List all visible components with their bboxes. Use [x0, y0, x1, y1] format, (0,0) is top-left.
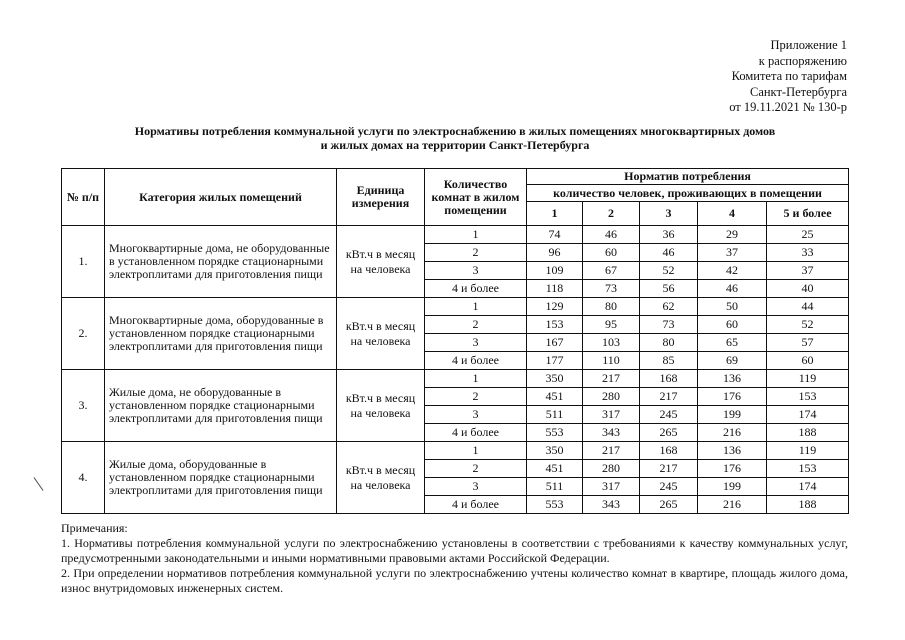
- value-cell: 343: [583, 496, 640, 514]
- value-cell: 153: [767, 460, 849, 478]
- header-people-5: 5 и более: [767, 202, 849, 226]
- row-num: 4.: [62, 442, 105, 514]
- row-unit: кВт.ч в месяц на человека: [337, 298, 425, 370]
- value-cell: 57: [767, 334, 849, 352]
- appendix-line: Санкт-Петербурга: [749, 84, 847, 99]
- value-cell: 44: [767, 298, 849, 316]
- value-cell: 118: [527, 280, 583, 298]
- value-cell: 119: [767, 370, 849, 388]
- header-people-3: 3: [640, 202, 698, 226]
- value-cell: 80: [640, 334, 698, 352]
- value-cell: 136: [698, 442, 767, 460]
- appendix-line: Комитета по тарифам: [731, 69, 847, 83]
- value-cell: 245: [640, 478, 698, 496]
- value-cell: 153: [767, 388, 849, 406]
- value-cell: 109: [527, 262, 583, 280]
- norms-table: [61, 168, 849, 514]
- value-cell: 167: [527, 334, 583, 352]
- row-category: Многоквартирные дома, не оборудованные в установленном порядке стационарными электроплитами для приготовления пищи: [105, 226, 337, 298]
- rooms-cell: 3: [425, 334, 527, 352]
- value-cell: 553: [527, 424, 583, 442]
- value-cell: 80: [583, 298, 640, 316]
- value-cell: 37: [767, 262, 849, 280]
- appendix-line: от 19.11.2021 № 130-р: [729, 100, 847, 114]
- value-cell: 69: [698, 352, 767, 370]
- value-cell: 60: [583, 244, 640, 262]
- row-category: Жилые дома, не оборудованные в установленном порядке стационарными электроплитами для приготовления пищи: [105, 370, 337, 442]
- scan-mark: [34, 477, 44, 491]
- value-cell: 343: [583, 424, 640, 442]
- value-cell: 73: [583, 280, 640, 298]
- rooms-cell: 2: [425, 388, 527, 406]
- value-cell: 37: [698, 244, 767, 262]
- rooms-cell: 4 и более: [425, 424, 527, 442]
- appendix-line: Приложение 1: [770, 38, 847, 52]
- row-category: Жилые дома, оборудованные в установленном порядке стационарными электроплитами для приготовления пищи: [105, 442, 337, 514]
- value-cell: 65: [698, 334, 767, 352]
- header-people: количество человек, проживающих в помещении: [527, 185, 849, 202]
- row-category: Многоквартирные дома, оборудованные в установленном порядке стационарными электроплитами для приготовления пищи: [105, 298, 337, 370]
- value-cell: 451: [527, 460, 583, 478]
- value-cell: 129: [527, 298, 583, 316]
- notes-heading: Примечания:: [61, 521, 128, 535]
- value-cell: 62: [640, 298, 698, 316]
- rooms-cell: 1: [425, 442, 527, 460]
- rooms-cell: 2: [425, 316, 527, 334]
- value-cell: 52: [640, 262, 698, 280]
- header-num: № п/п: [62, 169, 105, 226]
- header-norm: Норматив потребления: [527, 169, 849, 185]
- value-cell: 217: [640, 388, 698, 406]
- header-people-2: 2: [583, 202, 640, 226]
- value-cell: 46: [640, 244, 698, 262]
- value-cell: 350: [527, 442, 583, 460]
- rooms-cell: 4 и более: [425, 280, 527, 298]
- header-people-4: 4: [698, 202, 767, 226]
- value-cell: 280: [583, 388, 640, 406]
- value-cell: 73: [640, 316, 698, 334]
- appendix-line: к распоряжению: [758, 53, 847, 68]
- row-num: 2.: [62, 298, 105, 370]
- value-cell: 103: [583, 334, 640, 352]
- rooms-cell: 4 и более: [425, 496, 527, 514]
- document-title-line1: Нормативы потребления коммунальной услуги по электроснабжению в жилых помещениях многоквартирных домов: [134, 124, 776, 138]
- row-unit: кВт.ч в месяц на человека: [337, 370, 425, 442]
- note-item: 1. Нормативы потребления коммунальной услуги по электроснабжению установлены в соответствии с требованиями к качеству коммунальных услуг, предусмотренными законодательными и иными нормативными правовыми актами Российской Федерации.: [61, 536, 848, 565]
- value-cell: 553: [527, 496, 583, 514]
- value-cell: 136: [698, 370, 767, 388]
- value-cell: 36: [640, 226, 698, 244]
- value-cell: 188: [767, 424, 849, 442]
- value-cell: 46: [698, 280, 767, 298]
- value-cell: 52: [767, 316, 849, 334]
- value-cell: 33: [767, 244, 849, 262]
- value-cell: 95: [583, 316, 640, 334]
- value-cell: 168: [640, 370, 698, 388]
- header-category: Категория жилых помещений: [105, 169, 337, 226]
- row-num: 3.: [62, 370, 105, 442]
- appendix-block: [729, 38, 847, 116]
- value-cell: 67: [583, 262, 640, 280]
- value-cell: 110: [583, 352, 640, 370]
- value-cell: 176: [698, 388, 767, 406]
- rooms-cell: 2: [425, 244, 527, 262]
- value-cell: 50: [698, 298, 767, 316]
- rooms-cell: 3: [425, 262, 527, 280]
- value-cell: 265: [640, 424, 698, 442]
- value-cell: 188: [767, 496, 849, 514]
- document-title: [60, 124, 850, 152]
- value-cell: 176: [698, 460, 767, 478]
- rooms-cell: 1: [425, 298, 527, 316]
- value-cell: 217: [640, 460, 698, 478]
- document-title-line2: и жилых домах на территории Санкт-Петербурга: [320, 138, 590, 152]
- rooms-cell: 3: [425, 406, 527, 424]
- value-cell: 174: [767, 478, 849, 496]
- notes-section: [61, 521, 848, 596]
- value-cell: 60: [767, 352, 849, 370]
- note-item: 2. При определении нормативов потребления коммунальной услуги по электроснабжению учтены количество комнат в квартире, площадь жилого дома, износ внутридомовых инженерных систем.: [61, 566, 848, 595]
- value-cell: 29: [698, 226, 767, 244]
- value-cell: 511: [527, 406, 583, 424]
- value-cell: 217: [583, 370, 640, 388]
- value-cell: 46: [583, 226, 640, 244]
- value-cell: 119: [767, 442, 849, 460]
- value-cell: 85: [640, 352, 698, 370]
- value-cell: 42: [698, 262, 767, 280]
- value-cell: 40: [767, 280, 849, 298]
- value-cell: 280: [583, 460, 640, 478]
- header-unit: Единица измерения: [337, 169, 425, 226]
- table-body: [62, 226, 849, 514]
- row-num: 1.: [62, 226, 105, 298]
- value-cell: 153: [527, 316, 583, 334]
- rooms-cell: 4 и более: [425, 352, 527, 370]
- value-cell: 451: [527, 388, 583, 406]
- value-cell: 96: [527, 244, 583, 262]
- rooms-cell: 2: [425, 460, 527, 478]
- value-cell: 317: [583, 478, 640, 496]
- value-cell: 199: [698, 478, 767, 496]
- value-cell: 217: [583, 442, 640, 460]
- rooms-cell: 3: [425, 478, 527, 496]
- header-rooms: Количество комнат в жилом помещении: [425, 169, 527, 226]
- value-cell: 245: [640, 406, 698, 424]
- header-people-1: 1: [527, 202, 583, 226]
- table-row: [62, 226, 849, 244]
- row-unit: кВт.ч в месяц на человека: [337, 226, 425, 298]
- value-cell: 317: [583, 406, 640, 424]
- value-cell: 60: [698, 316, 767, 334]
- value-cell: 511: [527, 478, 583, 496]
- value-cell: 216: [698, 496, 767, 514]
- value-cell: 216: [698, 424, 767, 442]
- table-row: [62, 370, 849, 388]
- value-cell: 350: [527, 370, 583, 388]
- table-row: [62, 442, 849, 460]
- value-cell: 74: [527, 226, 583, 244]
- row-unit: кВт.ч в месяц на человека: [337, 442, 425, 514]
- value-cell: 56: [640, 280, 698, 298]
- value-cell: 25: [767, 226, 849, 244]
- table-row: [62, 298, 849, 316]
- value-cell: 265: [640, 496, 698, 514]
- rooms-cell: 1: [425, 226, 527, 244]
- value-cell: 168: [640, 442, 698, 460]
- table-header: [62, 169, 849, 226]
- rooms-cell: 1: [425, 370, 527, 388]
- value-cell: 174: [767, 406, 849, 424]
- value-cell: 199: [698, 406, 767, 424]
- value-cell: 177: [527, 352, 583, 370]
